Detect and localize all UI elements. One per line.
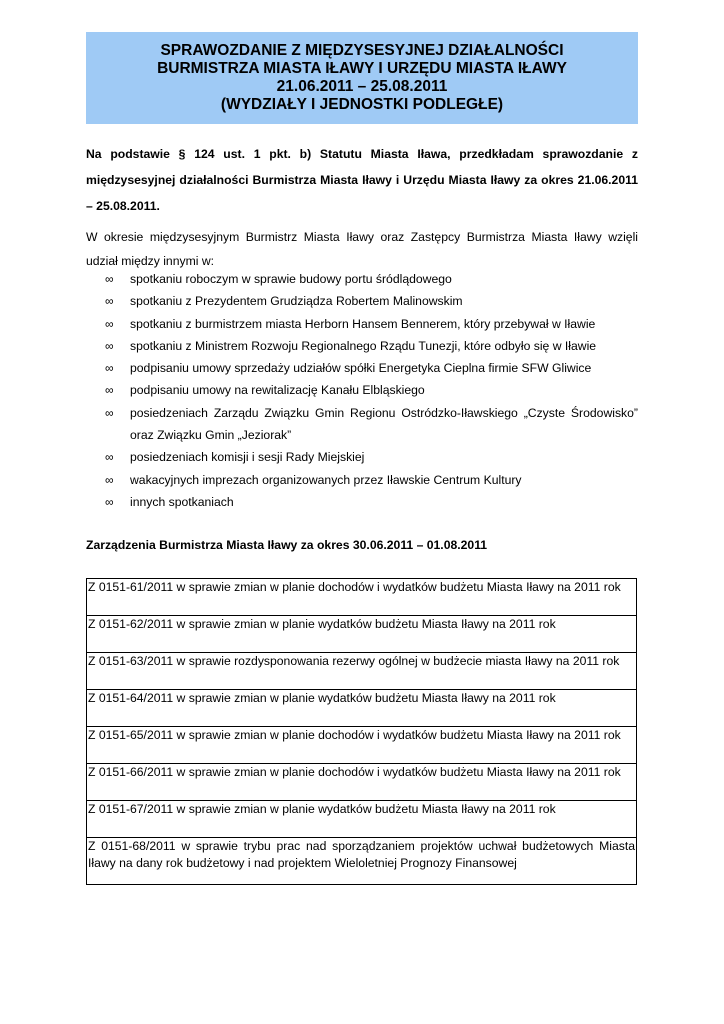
list-item xyxy=(86,491,638,513)
list-item-text: wakacyjnych imprezach organizowanych przez Iławskie Centrum Kultury xyxy=(130,472,522,487)
table-cell: Z 0151-62/2011 w sprawie zmian w planie wydatków budżetu Miasta Iławy na 2011 rok xyxy=(87,616,637,653)
report-period: 21.06.2011 – 25.08.2011 xyxy=(276,78,448,95)
list-item xyxy=(86,402,638,447)
list-item-text: posiedzeniach komisji i sesji Rady Miejskiej xyxy=(130,450,365,465)
list-item xyxy=(86,290,638,312)
list-item xyxy=(86,469,638,491)
table-cell: Z 0151-66/2011 w sprawie zmian w planie dochodów i wydatków budżetu Miasta Iławy na 2011 rok xyxy=(87,764,637,801)
list-item-text: innych spotkaniach xyxy=(130,494,234,509)
infinity-bullet-icon: ∞ xyxy=(105,361,114,376)
table-row xyxy=(87,579,637,616)
list-item xyxy=(86,446,638,468)
orders-table xyxy=(86,578,637,885)
table-row xyxy=(87,727,637,764)
table-cell: Z 0151-63/2011 w sprawie rozdysponowania rezerwy ogólnej w budżecie miasta Iławy na 2011 rok xyxy=(87,653,637,690)
infinity-bullet-icon: ∞ xyxy=(105,450,114,465)
infinity-bullet-icon: ∞ xyxy=(105,383,114,398)
list-item-text: podpisaniu umowy sprzedaży udziałów spółki Energetyka Cieplna firmie SFW Gliwice xyxy=(130,361,592,376)
report-title-line-1: SPRAWOZDANIE Z MIĘDZYSESYJNEJ DZIAŁALNOŚCI xyxy=(160,42,564,59)
table-cell: Z 0151-67/2011 w sprawie zmian w planie wydatków budżetu Miasta Iławy na 2011 rok xyxy=(87,801,637,838)
list-item xyxy=(86,268,638,290)
list-item xyxy=(86,357,638,379)
table-cell: Z 0151-61/2011 w sprawie zmian w planie dochodów i wydatków budżetu Miasta Iławy na 2011 rok xyxy=(87,579,637,616)
table-row xyxy=(87,616,637,653)
table-row xyxy=(87,764,637,801)
list-item-text: podpisaniu umowy na rewitalizację Kanału Elbląskiego xyxy=(130,383,425,398)
intro-paragraph: Na podstawie § 124 ust. 1 pkt. b) Statutu Miasta Iława, przedkładam sprawozdanie z międzysesyjnej działalności Burmistrza Miasta Iławy i Urzędu Miasta Iławy za okres 21.06.2011 – 25.08.2011. xyxy=(86,147,638,213)
table-cell: Z 0151-65/2011 w sprawie zmian w planie dochodów i wydatków budżetu Miasta Iławy na 2011 rok xyxy=(87,727,637,764)
table-row xyxy=(87,838,637,885)
table-cell: Z 0151-64/2011 w sprawie zmian w planie wydatków budżetu Miasta Iławy na 2011 rok xyxy=(87,690,637,727)
infinity-bullet-icon: ∞ xyxy=(105,338,114,353)
table-cell: Z 0151-68/2011 w sprawie trybu prac nad sporządzaniem projektów uchwał budżetowych Miasta Iławy na dany rok budżetowy i nad projektem Wieloletniej Prognozy Finansowej xyxy=(87,838,637,885)
list-item-text: posiedzeniach Zarządu Związku Gmin Regionu Ostródzko-Iławskiego „Czyste Środowisko” oraz Związku Gmin „Jeziorak” xyxy=(130,405,638,443)
table-row xyxy=(87,653,637,690)
list-item xyxy=(86,335,638,357)
meetings-list xyxy=(86,268,638,513)
list-item-text: spotkaniu z Prezydentem Grudziądza Robertem Malinowskim xyxy=(130,294,463,309)
list-item xyxy=(86,313,638,335)
table-row xyxy=(87,690,637,727)
infinity-bullet-icon: ∞ xyxy=(105,405,114,420)
report-subtitle: (WYDZIAŁY I JEDNOSTKI PODLEGŁE) xyxy=(220,96,504,113)
infinity-bullet-icon: ∞ xyxy=(105,272,114,286)
report-title-box xyxy=(86,32,638,124)
table-row xyxy=(87,801,637,838)
report-title-line-2: BURMISTRZA MIASTA IŁAWY I URZĘDU MIASTA IŁAWY xyxy=(157,60,567,77)
infinity-bullet-icon: ∞ xyxy=(105,316,114,331)
list-item-text: spotkaniu z Ministrem Rozwoju Regionalnego Rządu Tunezji, które odbyło się w Iławie xyxy=(130,338,597,353)
meetings-lead-paragraph: W okresie międzysesyjnym Burmistrz Miasta Iławy oraz Zastępcy Burmistrza Miasta Iławy wzięli udział między innymi w: xyxy=(86,230,638,268)
list-item xyxy=(86,379,638,401)
list-item-text: spotkaniu z burmistrzem miasta Herborn Hansem Bennerem, który przebywał w Iławie xyxy=(130,316,596,331)
list-item-text: spotkaniu roboczym w sprawie budowy portu śródlądowego xyxy=(130,272,452,286)
infinity-bullet-icon: ∞ xyxy=(105,494,114,509)
infinity-bullet-icon: ∞ xyxy=(105,472,114,487)
infinity-bullet-icon: ∞ xyxy=(105,294,114,309)
orders-heading: Zarządzenia Burmistrza Miasta Iławy za okres 30.06.2011 – 01.08.2011 xyxy=(86,538,488,552)
